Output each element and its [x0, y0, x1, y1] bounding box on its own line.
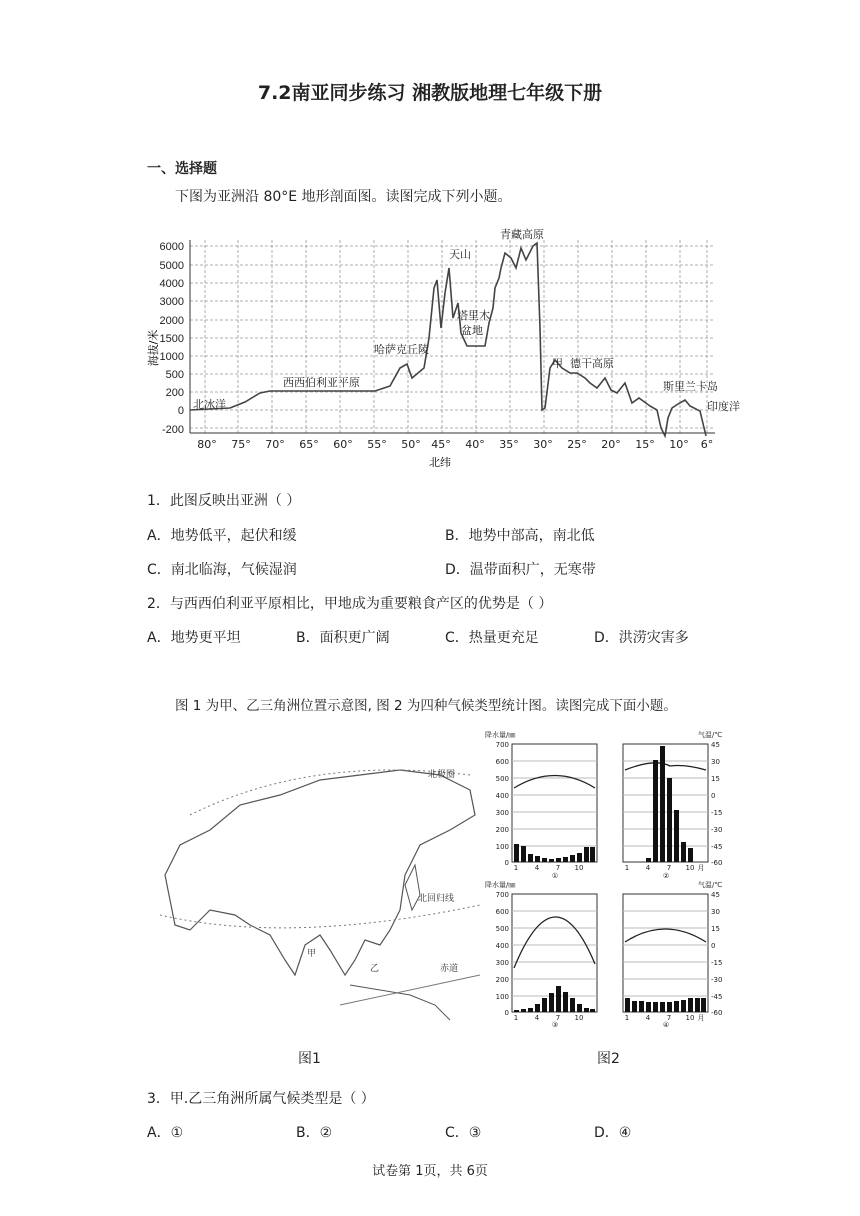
precip-tick: 0: [504, 1009, 509, 1017]
month-tick: 10: [574, 1014, 584, 1022]
month-unit: 月: [697, 1014, 705, 1022]
q2-option-c[interactable]: C．热量更充足: [445, 630, 539, 646]
label-sri-lanka: 斯里兰卡岛: [663, 380, 718, 393]
ytick: 200: [165, 387, 184, 399]
temp-tick: 30: [711, 908, 720, 916]
precip-tick: 400: [495, 942, 509, 950]
xtick: 15°: [635, 438, 655, 451]
q1-stem: 1．此图反映出亚洲（ ）: [147, 493, 301, 509]
precip-tick: 700: [495, 741, 509, 749]
precip-axis-label: 降水量/㎜: [485, 731, 516, 739]
xtick: 35°: [499, 438, 519, 451]
temp-axis-label: 气温/℃: [698, 881, 723, 889]
label-delta-jia: 甲: [307, 949, 317, 959]
q3-option-c[interactable]: C．③: [445, 1125, 482, 1141]
xtick: 20°: [601, 438, 621, 451]
month-tick: 4: [534, 1014, 540, 1022]
month-tick: 10: [685, 1014, 695, 1022]
q1-option-c[interactable]: C．南北临海，气候湿润: [147, 562, 297, 578]
precip-tick: 300: [495, 959, 509, 967]
panel-number-1: ①: [551, 872, 559, 880]
ytick: 1000: [159, 351, 184, 363]
terrain-profile-figure: [145, 228, 740, 473]
temp-tick: 15: [711, 925, 720, 933]
precip-tick: 200: [495, 976, 509, 984]
precip-axis-label: 降水量/㎜: [485, 881, 516, 889]
climate-panel-2: [623, 744, 708, 862]
equator-line: [340, 975, 480, 1005]
month-tick: 1: [513, 864, 519, 872]
ytick: 5000: [159, 260, 184, 272]
x-axis-label: 北纬: [429, 456, 451, 469]
xtick: 55°: [367, 438, 387, 451]
q3-option-a[interactable]: A．①: [147, 1125, 184, 1141]
label-tianshan: 天山: [449, 248, 471, 261]
panel-number-2: ②: [662, 872, 670, 880]
label-tropic-of-cancer: 北回归线: [418, 894, 455, 904]
temp-tick: -30: [711, 826, 723, 834]
ytick: -200: [161, 424, 184, 436]
xtick: 10°: [669, 438, 689, 451]
temp-tick: -60: [711, 859, 723, 867]
y-axis-label: 海拔/米: [147, 329, 160, 367]
temp-tick: 0: [711, 942, 716, 950]
q1-option-d[interactable]: D．温带面积广，无寒带: [445, 562, 596, 578]
precip-tick: 400: [495, 792, 509, 800]
label-indian-ocean: 印度洋: [707, 400, 740, 413]
climate-charts-figure: [480, 728, 740, 1028]
month-tick: 7: [666, 1014, 672, 1022]
climate-panel-1: [512, 744, 597, 862]
q2-option-b[interactable]: B．面积更广阔: [296, 630, 390, 646]
temp-tick: -45: [711, 843, 723, 851]
figure-2-caption: 图2: [597, 1051, 620, 1067]
temp-axis-label: 气温/℃: [698, 731, 723, 739]
ytick: 500: [165, 369, 184, 381]
temp-tick: 45: [711, 891, 720, 899]
temp-tick: 15: [711, 775, 720, 783]
xtick: 25°: [567, 438, 587, 451]
label-kazakh-hills: 哈萨克丘陵: [374, 343, 429, 356]
month-unit: 月: [697, 864, 705, 872]
xtick: 65°: [299, 438, 319, 451]
month-tick: 4: [534, 864, 540, 872]
label-deccan-plateau: 德干高原: [570, 357, 614, 370]
month-tick: 7: [555, 1014, 561, 1022]
month-tick: 1: [513, 1014, 519, 1022]
q3-stem: 3．甲.乙三角洲所属气候类型是（ ）: [147, 1091, 375, 1107]
panel-number-3: ③: [551, 1021, 559, 1029]
temp-tick: 30: [711, 758, 720, 766]
xtick: 45°: [431, 438, 451, 451]
month-tick: 1: [624, 864, 630, 872]
q1-option-b[interactable]: B．地势中部高，南北低: [445, 528, 595, 544]
month-tick: 7: [555, 864, 561, 872]
intro-text-1: 下图为亚洲沿 80°E 地形剖面图。读图完成下列小题。: [175, 189, 512, 205]
precip-tick: 200: [495, 826, 509, 834]
xtick: 50°: [401, 438, 421, 451]
ytick: 6000: [159, 241, 184, 253]
xtick: 30°: [533, 438, 553, 451]
label-west-siberian-plain: 西西伯利亚平原: [283, 376, 360, 389]
precip-tick: 300: [495, 809, 509, 817]
temp-tick: 0: [711, 792, 716, 800]
ytick: 3000: [159, 296, 184, 308]
label-delta-yi: 乙: [370, 964, 380, 974]
month-tick: 4: [645, 1014, 651, 1022]
asia-map-figure: [150, 735, 480, 1035]
xtick: 40°: [465, 438, 485, 451]
label-arctic-circle: 北极圈: [428, 770, 456, 780]
ytick: 1500: [159, 333, 184, 345]
precip-tick: 100: [495, 993, 509, 1001]
temp-tick: -15: [711, 959, 723, 967]
precip-tick: 100: [495, 843, 509, 851]
label-tarim: 塔里木: [457, 309, 490, 322]
month-tick: 10: [685, 864, 695, 872]
xtick: 80°: [197, 438, 217, 451]
temp-tick: -60: [711, 1009, 723, 1017]
precip-tick: 500: [495, 775, 509, 783]
climate-panel-4: [623, 894, 708, 1012]
month-tick: 10: [574, 864, 584, 872]
q2-stem: 2．与西西伯利亚平原相比，甲地成为重要粮食产区的优势是（ ）: [147, 596, 553, 612]
month-tick: 1: [624, 1014, 630, 1022]
intro-text-2: 图 1 为甲、乙三角洲位置示意图, 图 2 为四种气候类型统计图。读图完成下面小题。: [175, 698, 677, 714]
section-heading: 一、选择题: [147, 161, 217, 177]
page-footer: 试卷第 1页，共 6页: [372, 1164, 488, 1179]
precip-tick: 0: [504, 859, 509, 867]
temp-tick: -30: [711, 976, 723, 984]
label-tibetan-plateau: 青藏高原: [500, 228, 544, 241]
precip-tick: 700: [495, 891, 509, 899]
panel-number-4: ④: [662, 1021, 670, 1029]
precip-tick: 600: [495, 758, 509, 766]
climate-panel-3: [512, 894, 597, 1012]
label-equator: 赤道: [440, 964, 459, 974]
xtick: 70°: [265, 438, 285, 451]
precip-tick: 500: [495, 925, 509, 933]
asia-outline: [165, 770, 475, 975]
temp-tick: -15: [711, 809, 723, 817]
label-arctic-ocean: 北冰洋: [193, 398, 226, 411]
ytick: 0: [177, 405, 184, 417]
temp-tick: 45: [711, 741, 720, 749]
month-tick: 7: [666, 864, 672, 872]
ytick: 2000: [159, 315, 184, 327]
month-tick: 4: [645, 864, 651, 872]
q2-option-d[interactable]: D．洪涝灾害多: [594, 630, 689, 646]
tropic-line: [160, 905, 480, 928]
label-jia: 甲: [552, 357, 563, 370]
precip-tick: 600: [495, 908, 509, 916]
terrain-line: [190, 243, 706, 436]
q2-option-a[interactable]: A．地势更平坦: [147, 630, 241, 646]
ytick: 4000: [159, 278, 184, 290]
q3-option-d[interactable]: D．④: [594, 1125, 632, 1141]
xtick: 6°: [700, 438, 714, 451]
q3-option-b[interactable]: B．②: [296, 1125, 333, 1141]
temp-tick: -45: [711, 993, 723, 1001]
figure-1-caption: 图1: [298, 1051, 321, 1067]
xtick: 75°: [231, 438, 251, 451]
page-title: 7.2南亚同步练习 湘教版地理七年级下册: [257, 82, 603, 104]
xtick: 60°: [333, 438, 353, 451]
islands-outline: [350, 985, 450, 1020]
q1-option-a[interactable]: A．地势低平，起伏和缓: [147, 528, 297, 544]
label-tarim-basin: 盆地: [461, 324, 483, 337]
